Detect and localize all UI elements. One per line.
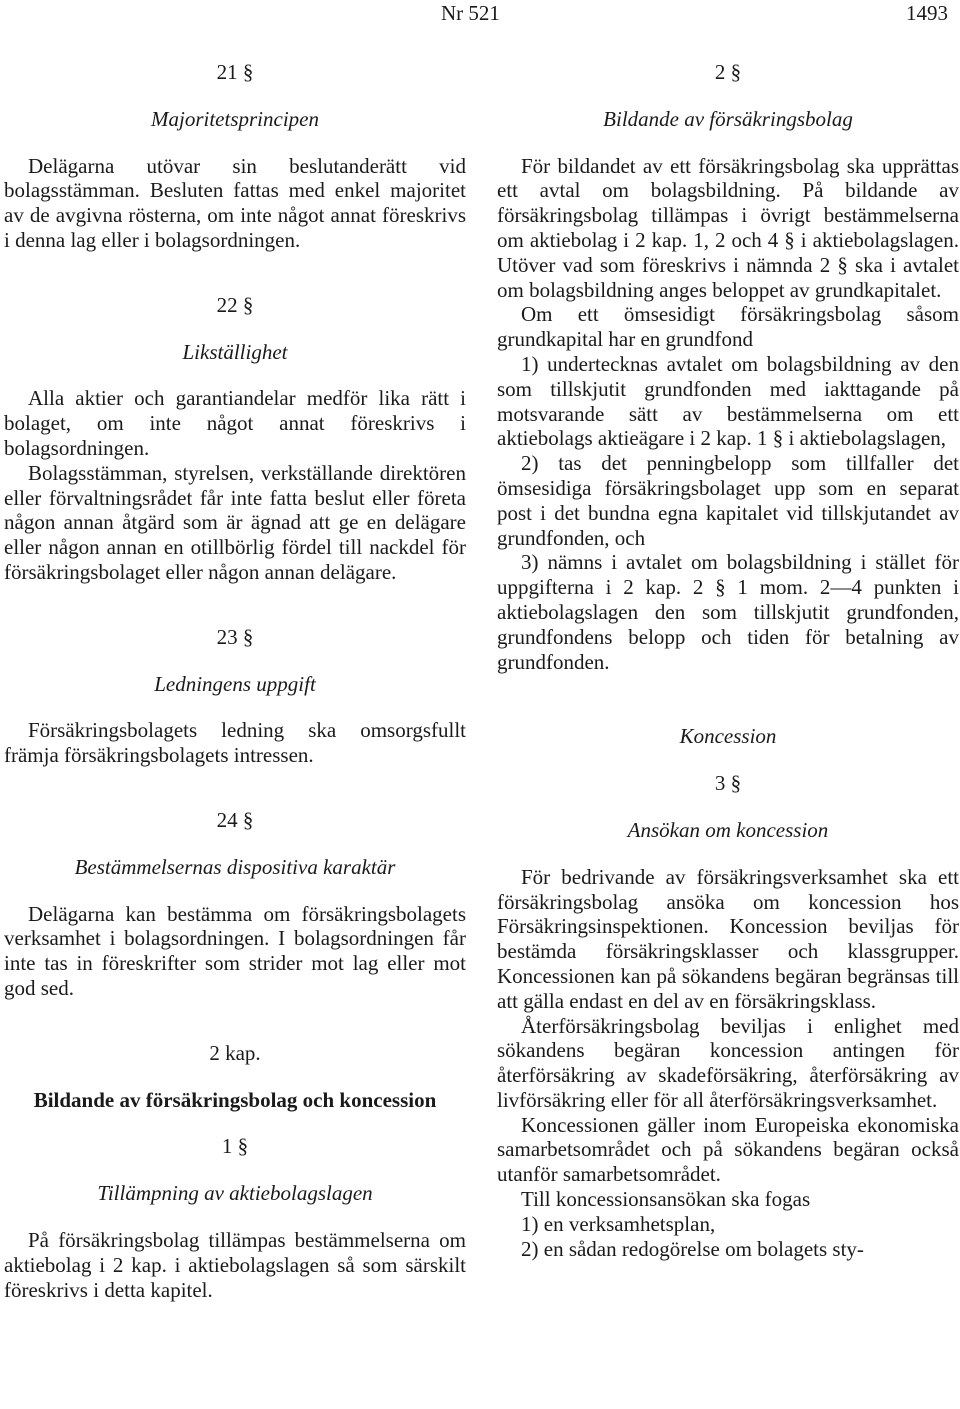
list-item: 3) nämns i avtalet om bolagsbildning i stället för uppgifterna i 2 kap. 2 § 1 mom. 2—4 punkten i aktiebolagslagen den som tillskjutit grundfonden, grundfondens belopp och tiden för betalning av grundfonden. [497, 550, 959, 674]
section-title: Bildande av försäkringsbolag [603, 106, 853, 131]
paragraph: Till koncessionsansökan ska fogas [521, 1187, 811, 1212]
section-title: Likställighet [182, 339, 288, 364]
section-number: 22 § [216, 292, 254, 317]
paragraph: För bildandet av ett försäkringsbolag ska upprättas ett avtal om bolagsbildning. På bildande av försäkringsbolag tillämpas i övrigt bestämmelserna om aktiebolag i 2 kap. 1, 2 och 4 § i aktiebolagslagen. Utöver vad som föreskrivs i nämnda 2 § ska i avtalet om bolagsbildning anges beloppet av grundkapitalet. [497, 153, 959, 302]
paragraph: Bolagsstämman, styrelsen, verkställande direktören eller förvaltningsrådet får inte fatta beslut eller företa någon annan åtgärd som är ägnad att ge en delägare eller någon annan en otillbörlig fördel till nackdel för försäkringsbolaget eller någon annan delägare. [4, 460, 466, 584]
paragraph: Om ett ömsesidigt försäkringsbolag såsom grundkapital har en grundfond [497, 302, 959, 352]
issue-number: Nr 521 [441, 1, 500, 25]
page-header [0, 0, 960, 32]
chapter-number: 2 kap. [209, 1040, 261, 1065]
paragraph: Delägarna kan bestämma om försäkringsbolagets verksamhet i bolagsordningen. I bolagsordningen får inte tas in föreskrifter som strider mot lag eller mot god sed. [4, 901, 466, 1000]
paragraph: För bedrivande av försäkringsverksamhet ska ett försäkringsbolag ansöka om koncession hos Försäkringsinspektionen. Koncession beviljas för bestämda försäkringsklasser och klassgrupper. Koncessionen kan på sökandens begäran begränsas till att gälla endast en del av en försäkringsklass. [497, 864, 959, 1013]
paragraph: Delägarna utövar sin beslutanderätt vid bolagsstämman. Besluten fattas med enkel majoritet av de avgivna rösterna, om inte något annat föreskrivs i denna lag eller i bolagsordningen. [4, 153, 466, 252]
paragraph: På försäkringsbolag tillämpas bestämmelserna om aktiebolag i 2 kap. i aktiebolagslagen så som särskilt föreskrivs i detta kapitel. [4, 1227, 466, 1302]
paragraph: Återförsäkringsbolag beviljas i enlighet med sökandens begäran koncession antingen för återförsäkring av skadeförsäkring, återförsäkring av livförsäkring eller för all återförsäkringsverksamhet. [497, 1013, 959, 1112]
left-column [4, 54, 466, 1302]
list-item: 1) en verksamhetsplan, [521, 1211, 716, 1236]
chapter-title: Bildande av försäkringsbolag och koncession [33, 1087, 437, 1112]
section-number: 24 § [216, 807, 254, 832]
list-item: 2) en sådan redogörelse om bolagets sty- [521, 1236, 864, 1261]
section-number: 23 § [216, 624, 254, 649]
list-item: 1) undertecknas avtalet om bolagsbildning av den som tillskjutit grundfonden med iakttagande på motsvarande sätt av bestämmelserna om ett aktiebolags aktieägare i 2 kap. 1 § i aktiebolagslagen, [497, 351, 959, 451]
section-title: Ansökan om koncession [627, 817, 829, 842]
list-item: 2) tas det penningbelopp som tillfaller det ömsesidiga försäkringsbolaget upp som en separat post i det bundna egna kapitalet vid tillskjutandet av grundfonden, och [497, 451, 959, 550]
part-heading: Koncession [679, 724, 777, 749]
section-number: 3 § [714, 771, 742, 796]
section-number: 1 § [221, 1134, 249, 1159]
section-title: Bestämmelsernas dispositiva karaktär [74, 854, 396, 879]
section-title: Majoritetsprincipen [151, 106, 319, 131]
paragraph: Koncessionen gäller inom Europeiska ekonomiska samarbetsområdet och på sökandens begäran också utanför samarbetsområdet. [497, 1112, 959, 1187]
right-column [497, 54, 959, 1261]
paragraph: Alla aktier och garantiandelar medför lika rätt i bolaget, om inte något annat föreskrivs i bolagsordningen. [4, 386, 466, 460]
paragraph: Försäkringsbolagets ledning ska omsorgsfullt främja försäkringsbolagets intressen. [4, 718, 466, 768]
page-number: 1493 [906, 1, 948, 25]
section-title: Ledningens uppgift [154, 671, 316, 696]
section-title: Tillämpning av aktiebolagslagen [97, 1181, 373, 1206]
section-number: 2 § [714, 60, 742, 84]
section-number: 21 § [216, 60, 254, 84]
